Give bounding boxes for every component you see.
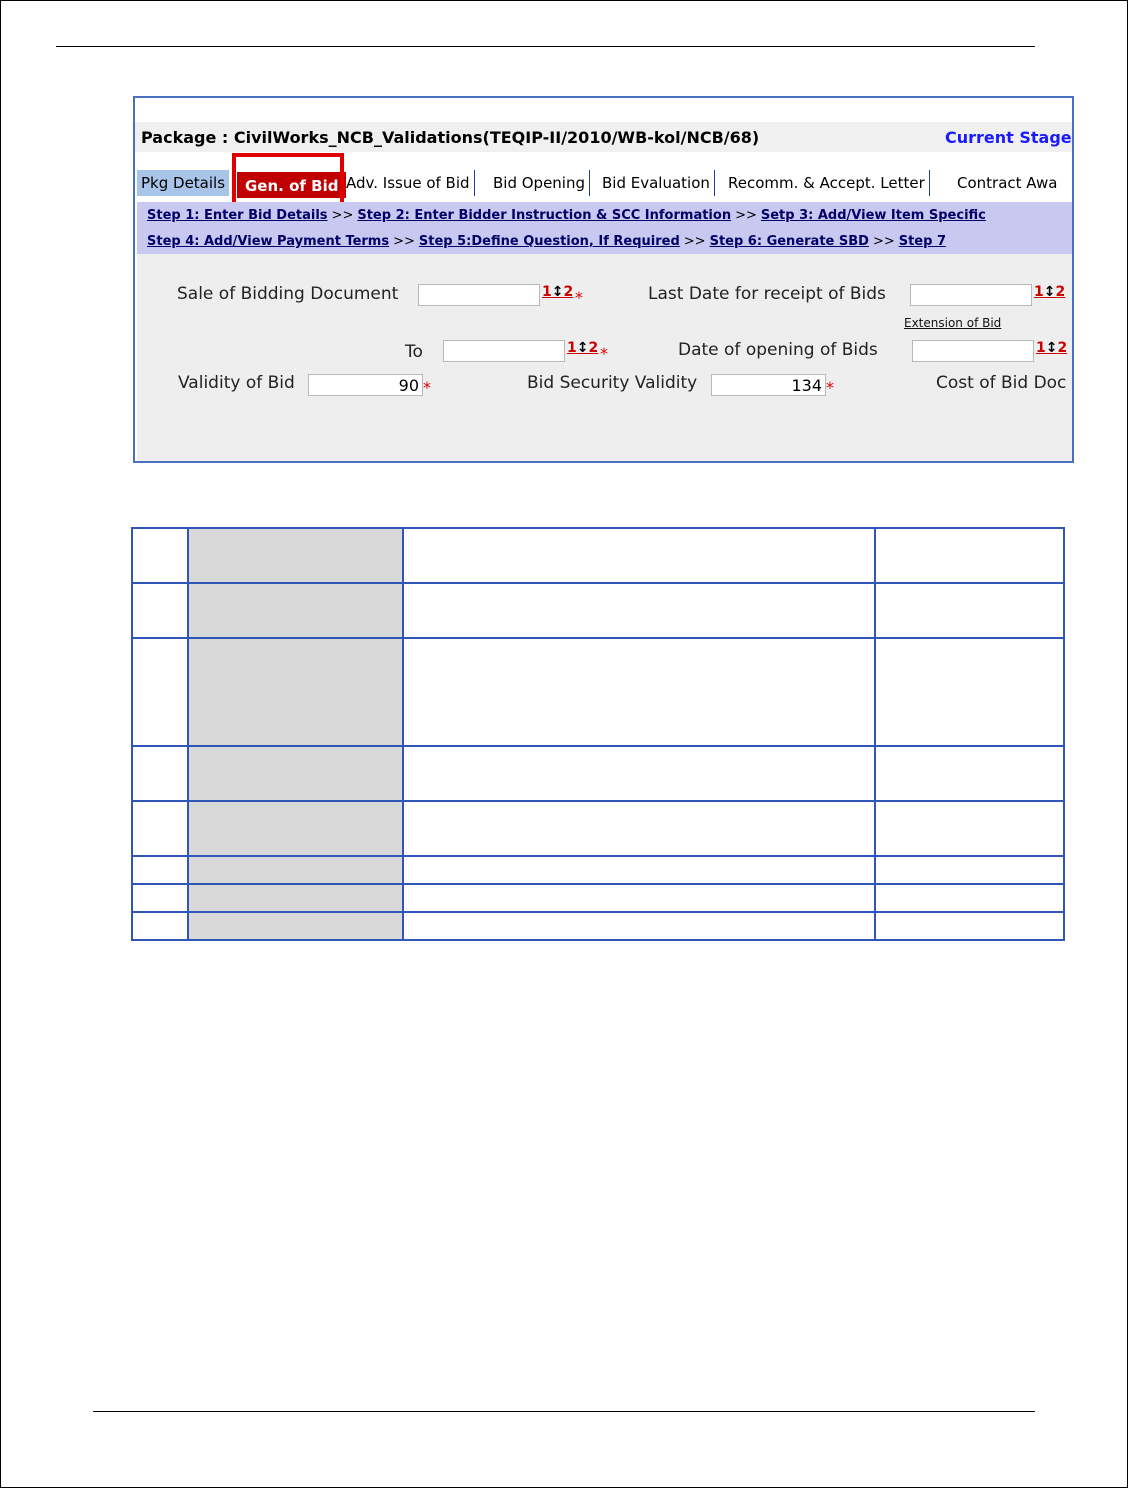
calendar-digit: 1 (1036, 340, 1046, 356)
table-cell (188, 583, 403, 638)
table-cell (403, 746, 875, 801)
tab-bid-evaluation[interactable]: Bid Evaluation (598, 170, 715, 196)
step-separator: >> (683, 234, 706, 249)
to-label: To (405, 342, 423, 362)
calendar-digit: 2 (1057, 340, 1068, 356)
package-bar (135, 122, 1072, 152)
table-row (132, 528, 1064, 583)
validity-of-bid-input[interactable]: 90 (308, 374, 423, 396)
table-row (132, 801, 1064, 856)
table-cell (132, 856, 188, 884)
cost-of-bid-doc-label: Cost of Bid Doc (936, 373, 1067, 393)
tab-gen-of-bid[interactable]: Gen. of Bid (237, 172, 346, 198)
table-row (132, 884, 1064, 912)
table-row (132, 583, 1064, 638)
bid-security-validity-label: Bid Security Validity (527, 373, 698, 393)
step-separator: >> (331, 208, 354, 223)
step-3-link[interactable]: Setp 3: Add/View Item Specific (760, 208, 986, 223)
table-row (132, 746, 1064, 801)
tab-bid-opening[interactable]: Bid Opening (489, 170, 590, 196)
table-cell (875, 856, 1064, 884)
table-cell (403, 801, 875, 856)
table-cell (188, 912, 403, 940)
step-2-link[interactable]: Step 2: Enter Bidder Instruction & SCC Information (357, 208, 732, 223)
table-cell (403, 583, 875, 638)
step-4-link[interactable]: Step 4: Add/View Payment Terms (147, 234, 390, 249)
required-mark: * (423, 378, 431, 397)
extension-of-bid-link[interactable]: Extension of Bid (904, 316, 1002, 330)
table-row (132, 912, 1064, 940)
calendar-digit: 2 (588, 340, 599, 356)
tab-recomm-accept-letter[interactable]: Recomm. & Accept. Letter (724, 170, 930, 196)
table-cell (875, 801, 1064, 856)
validity-of-bid-label: Validity of Bid (178, 373, 295, 393)
bid-security-validity-input[interactable]: 134 (711, 374, 826, 396)
calendar-digit: 2 (563, 284, 574, 300)
table-cell (188, 746, 403, 801)
table-cell (188, 801, 403, 856)
header-rule (56, 46, 1035, 47)
table-cell (132, 583, 188, 638)
calendar-digit: 1 (567, 340, 577, 356)
footer-rule (93, 1411, 1035, 1412)
table-cell (132, 884, 188, 912)
table-cell (132, 528, 188, 583)
table-cell (188, 528, 403, 583)
required-mark: * (826, 378, 834, 397)
calendar-icon[interactable]: 1↕2 (567, 340, 599, 356)
calendar-digit: 2 (1055, 284, 1066, 300)
table-cell (188, 638, 403, 746)
steps-bar (137, 202, 1074, 254)
step-separator: >> (872, 234, 895, 249)
bid-details-form (137, 254, 1074, 461)
step-7-link[interactable]: Step 7 (898, 234, 947, 249)
table-cell (875, 912, 1064, 940)
table-cell (403, 912, 875, 940)
to-date-input[interactable] (443, 340, 565, 362)
tab-adv-issue-of-bid[interactable]: Adv. Issue of Bid (342, 170, 475, 196)
step-6-link[interactable]: Step 6: Generate SBD (709, 234, 869, 249)
table-cell (875, 746, 1064, 801)
table-row (132, 856, 1064, 884)
table-cell (188, 884, 403, 912)
calendar-icon[interactable]: 1↕2 (1036, 340, 1068, 356)
table-cell (875, 583, 1064, 638)
table-cell (403, 856, 875, 884)
step-separator: >> (735, 208, 757, 223)
table-row (132, 638, 1064, 746)
blank-table (131, 527, 1065, 941)
table-cell (403, 638, 875, 746)
last-date-input[interactable] (910, 284, 1032, 306)
table-cell (132, 638, 188, 746)
last-date-label: Last Date for receipt of Bids (648, 284, 886, 304)
step-separator: >> (393, 234, 415, 249)
tab-pkg-details[interactable]: Pkg Details (137, 170, 229, 196)
table-cell (403, 528, 875, 583)
step-5-link[interactable]: Step 5:Define Question, If Required (418, 234, 680, 249)
calendar-icon[interactable]: 1↕2 (542, 284, 574, 300)
table-cell (188, 856, 403, 884)
calendar-digit: 1 (542, 284, 552, 300)
opening-date-input[interactable] (912, 340, 1034, 362)
table-cell (403, 884, 875, 912)
screenshot-frame (133, 96, 1074, 463)
table-cell (875, 528, 1064, 583)
table-cell (875, 884, 1064, 912)
table-cell (875, 638, 1064, 746)
required-mark: * (575, 288, 583, 307)
steps-line-1 (147, 208, 986, 223)
table-cell (132, 912, 188, 940)
table-cell (132, 746, 188, 801)
package-title: Package : CivilWorks_NCB_Validations(TEQIP-II/2010/WB-kol/NCB/68) (141, 128, 760, 147)
step-1-link[interactable]: Step 1: Enter Bid Details (147, 208, 328, 223)
date-of-opening-label: Date of opening of Bids (678, 340, 878, 360)
required-mark: * (600, 344, 608, 363)
calendar-digit: 1 (1034, 284, 1044, 300)
calendar-icon[interactable]: 1↕2 (1034, 284, 1066, 300)
current-stage-label: Current Stage (945, 128, 1072, 147)
sale-of-bidding-document-label: Sale of Bidding Document (177, 284, 399, 304)
sale-date-input[interactable] (418, 284, 540, 306)
table-cell (132, 801, 188, 856)
tab-contract-award[interactable]: Contract Awa (957, 174, 1058, 192)
steps-line-2 (147, 234, 946, 249)
